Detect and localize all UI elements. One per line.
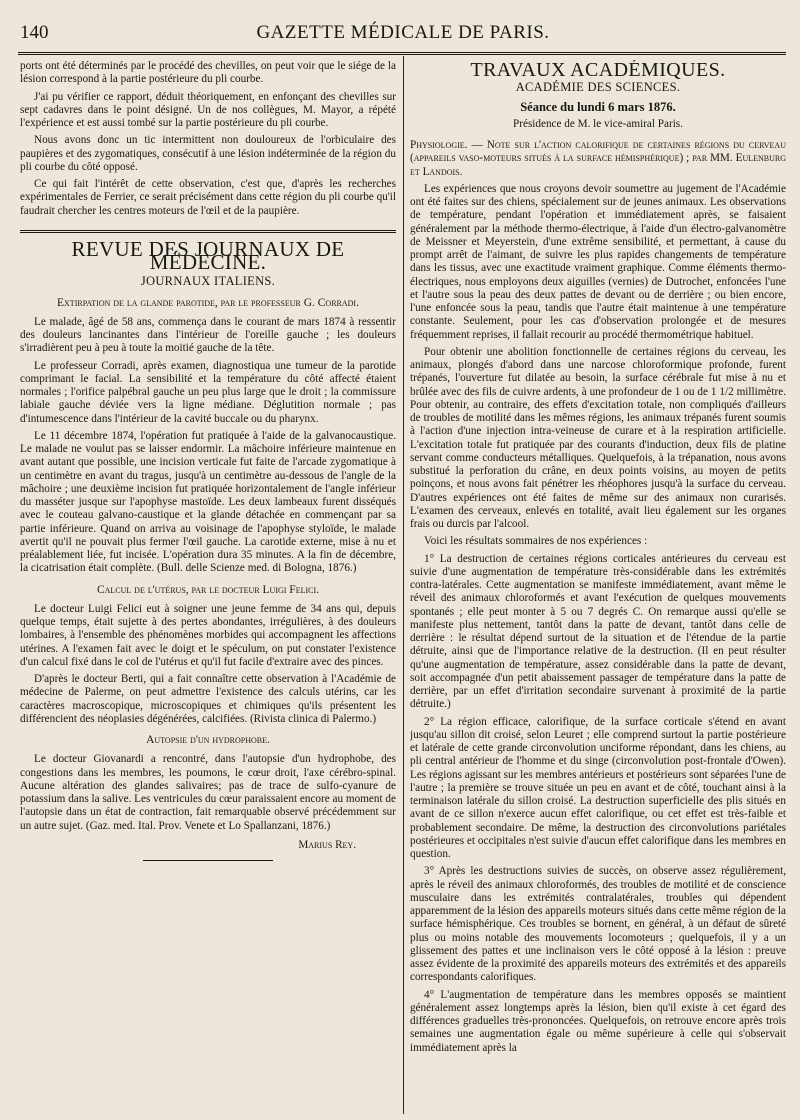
paragraph: J'ai pu vérifier ce rapport, déduit théoriquement, en enfonçant des chevilles sur sept cadavres dans le point désigné. Un de nos collègues, M. Mayor, a répété l'expérience et est aussi tombé sur la partie postérieure du pli courbe. (20, 90, 396, 129)
paragraph: Le 11 décembre 1874, l'opération fut pratiquée à l'aide de la galvanocaustique. Le malade ne voulut pas se laisser endormir. La mâchoire inférieure maintenue en avant autant que possible, une incision verticale fut faite de l'arcade zygomatique à un centimètre en avant du tragus, jusqu'à un centimètre au-dessous de l'angle de la mâchoire ; une deuxième incision fut pratiquée horizontalement de l'angle inférieur du masséter jusque sur l'apophyse mastoïde. Les deux lambeaux furent disséqués avec le couteau galvano-caustique et la glande détachée en commençant par sa partie inférieure. Quand on arriva au voisinage de l'apophyse styloïde, le malade avertit qu'il ne pouvait plus fermer l'œil gauche. La carotide externe, mise à nu et préalablement liée, fut incisée. L'opération dura 35 minutes. A la fin de décembre, la cicatrisation était complète. (Bull. delle Scienze med. di Bologna, 1876.) (20, 429, 396, 575)
paragraph: Les expériences que nous croyons devoir soumettre au jugement de l'Académie ont été faites sur des chiens, spécialement sur de jeunes animaux. Les observations de température, pendant l'opération et immédiatement après, se faisaient généralement par la méthode thermo-électrique, à l'aide d'un électro-galvanomètre de Meissner et Meyerstein, d'une extrême sensibilité, et permettant, à cause du prompt arrêt de l'aimant, de suivre les plus rapides changements de température dans les tissus, avec une exactitude vraiment graphique. Comme éléments thermo-électriques, nous employons deux aiguilles (vernies) de Dutrochet, enfoncées l'une et l'autre sous la peau des deux pattes de devant ou de derrière ; ou bien encore, l'une enfoncée sous la peau, tandis que l'autre était maintenue à une température constante. Seulement, pour les cas d'observation prolongée et de mesures fréquemment reprises, il fallait recourir au procédé thermométrique habituel. (410, 182, 786, 341)
paragraph: Le professeur Corradi, après examen, diagnostiqua une tumeur de la parotide comprimant le facial. La sensibilité et la température du côté affecté étaient normales ; l'orifice palpébral gauche un peu plus large que le droit ; la commissure labiale gauche déviée vers la ligne médiane. Déglutition normale ; pas d'intumescence dans l'intérieur de la cavité buccale ou du pharynx. (20, 359, 396, 425)
header-rule (18, 52, 786, 55)
session-date: Séance du lundi 6 mars 1876. (520, 99, 676, 114)
column-divider (403, 56, 404, 1114)
section-title: TRAVAUX ACADÉMIQUES. (470, 60, 726, 81)
left-column (20, 60, 396, 1115)
article-title: Extirpation de la glande parotide, par le professeur G. Corradi. (57, 296, 359, 309)
signature: Marius Rey. (298, 838, 356, 851)
right-column (410, 60, 786, 1115)
paragraph: 3° Après les destructions suivies de succès, on observe assez régulièrement, après le réveil des animaux chloroformés, des troubles de motilité et de conscience musculaire dans les extrémités contralatérales, troubles qui dépendent apparemment de la lésion des appareils moteurs situés dans cette même région de la surface hémisphérique. Ces troubles se bornent, en général, à un défaut de sûreté plus ou moins notable des mouvements locomoteurs ; quelquefois, il y a un glissement des pattes et une inclinaison vers le côté opposé à la lésion : preuve assez évidente de la proximité des appareils moteurs des extrémités et des appareils correspondants calorifiques. (410, 865, 786, 984)
article-title: Calcul de l'utérus, par le docteur Luigi Felici. (96, 583, 320, 596)
running-title: GAZETTE MÉDICALE DE PARIS. (256, 22, 550, 43)
paragraph: 2° La région efficace, calorifique, de la surface corticale s'étend en avant jusqu'au sillon dit croisé, selon Leuret ; elle comprend surtout la partie postérieure et latérale de cette grande circonvolution unciforme répondant, dans les chiens, au pli central antérieur de l'homme et du singe (circonvolution post-frontale d'Owen). Les régions agissant sur les membres antérieurs et postérieurs sont séparées l'une de l'autre ; la première se trouve située un peu en avant et de côté, touchant ainsi à la terminaison latérale du sillon croisé. La destruction superficielle des plis situés en avant de ce sillon n'exerce aucun effet calorifique, ou cet effet est très-faible et probablement secondaire. De même, la destruction des circonvolutions pariétales postérieures et occipitales n'est suivie d'aucun effet calorifique dans les membres en question. (410, 715, 786, 860)
paragraph: ports ont été déterminés par le procédé des chevilles, on peut voir que le siége de la lésion correspond à la partie postérieure du pli courbe. (20, 60, 396, 86)
article-title: Autopsie d'un hydrophobe. (146, 734, 270, 746)
page-number: 140 (20, 22, 49, 43)
end-rule (143, 860, 273, 861)
paragraph: Le docteur Luigi Felici eut à soigner une jeune femme de 34 ans qui, depuis quelque temps, était sujette à des pertes abondantes, irrégulières, à des douleurs lombaires, à l'ensemble des phénomènes morbides qui accompagnent les affections utérines. A l'examen fait avec le doigt et le spéculum, on put constater l'existence d'un calcul fixé dans le col de l'utérus et qu'il fut facile d'extraire avec des pinces. (20, 602, 396, 668)
section-subtitle: JOURNAUX ITALIENS. (140, 274, 276, 289)
paragraph: Pour obtenir une abolition fonctionnelle de certaines régions du cerveau, les animaux, plongés d'abord dans une narcose chloroformique profonde, furent trépanés, l'ouverture fut dilatée au besoin, la surface cérébrale fut mise à nu et brûlée avec des fils de cuivre ardents, à une profondeur de 1 ou de 1 1/2 millimètre. Pour obtenir, au contraire, des effets d'excitation totale, non compliqués d'ailleurs de troubles de motilité dans les mêmes régions, les animaux trépanés furent soumis à l'action d'une injection intra-veineuse de curare et à la respiration artificielle. L'excitation totale fut pratiquée par des courants d'induction, deux fils de platine servant comme conducteurs métalliques. Quelquefois, à la trépanation, nous avons substitué la perforation du crâne, en deux points voisins, au moyen de petits poinçons, et nous avons fait pénétrer les rhéophores jusqu'à la surface du cerveau. D'autres expériences ont été faites de même sur des animaux non curarisés. L'examen des cerveaux, enlevés en totalité, avait lieu également sur les organes frais ou durcis par l'alcool. (410, 345, 786, 530)
article-heading: Physiologie. — Note sur l'action calorifique de certaines régions du cerveau (appareils vaso-moteurs situés à la surface hémisphérique) ; par MM. Eulenburg et Landois. (410, 139, 786, 178)
session-president: Présidence de M. le vice-amiral Paris. (513, 117, 683, 130)
academy-name: ACADÉMIE DES SCIENCES. (515, 80, 681, 95)
paragraph: Le docteur Giovanardi a rencontré, dans l'autopsie d'un hydrophobe, des congestions dans les membres, les poumons, le cœur droit, l'axe cérébro-spinal. Aucune altération des glandes salivaires; pas de trace de sulfo-cyanure de potassium dans la salive. Les ventricules du cœur paraissaient encore au moment de l'autopsie dans un état de contraction, fait remarquable observé précédemment sur un autre sujet. (Gaz. med. Ital. Prov. Venete et Lo Spallanzani, 1876.) (20, 753, 396, 832)
page-header (20, 22, 786, 50)
paragraph: D'après le docteur Berti, qui a fait connaître cette observation à l'Académie de médecine de Palerme, on peut admettre l'existence des calculs utérins, car les caractères macroscopique, microscopiques et chimiques qu'ils présentent les différencient des néoplasies dégénérées, calcifiées. (Rivista clinica di Palermo.) (20, 673, 396, 725)
paragraph: Nous avons donc un tic intermittent non douloureux de l'orbiculaire des paupières et des zygomatiques, consécutif à une lésion indéterminée de la région du pli courbe du côté opposé. (20, 134, 396, 173)
paragraph: Voici les résultats sommaires de nos expériences : (424, 535, 648, 548)
paragraph: 1° La destruction de certaines régions corticales antérieures du cerveau est suivie d'une augmentation de température très-considérable dans les extrémités contra-latérales. Cette augmentation se manifeste immédiatement, avant même le réveil des animaux chloroformés et avant l'exécution de quelques mouvements spontanés ; elle peut monter à 5 ou 7 degrés C. On remarque aussi qu'elle se manifeste plus nettement, tantôt dans la patte de devant, tantôt dans celle de derrière : le résultat dépend surtout de la situation et de l'étendue de la partie détruite, ainsi que de l'importance relative de la destruction. (Il en peut résulter qu'une augmentation de température, assez considérable dans la patte de devant, soit accompagnée d'un petit abaissement passager de température dans la patte de derrière, par un effet d'irritation secondaire survenant à proximité de la partie détruite.) (410, 552, 786, 711)
section-title: REVUE DES JOURNAUX DE MÉDECINE. (71, 236, 345, 274)
paragraph: Le malade, âgé de 58 ans, commença dans le courant de mars 1874 à ressentir des douleurs lancinantes dans l'intérieur de l'oreille gauche ; les douleurs s'irradièrent peu à peu à toute la moitié gauche de la tête. (20, 315, 396, 355)
paragraph: Ce qui fait l'intérêt de cette observation, c'est que, d'après les recherches expérimentales de Ferrier, ce serait précisément dans cette région du pli courbe qu'il faudrait chercher les centres moteurs de l'œil et de la paupière. (20, 178, 396, 217)
section-separator (20, 230, 396, 233)
paragraph: 4° L'augmentation de température dans les membres opposés se maintient généralement assez longtemps après la lésion, bien qu'il existe à cet égard des différences graduelles très-prononcées. Quelquefois, on retrouve encore après trois semaines une augmentation égale ou même supérieure à celle qui s'observait immédiatement après la (410, 988, 786, 1054)
